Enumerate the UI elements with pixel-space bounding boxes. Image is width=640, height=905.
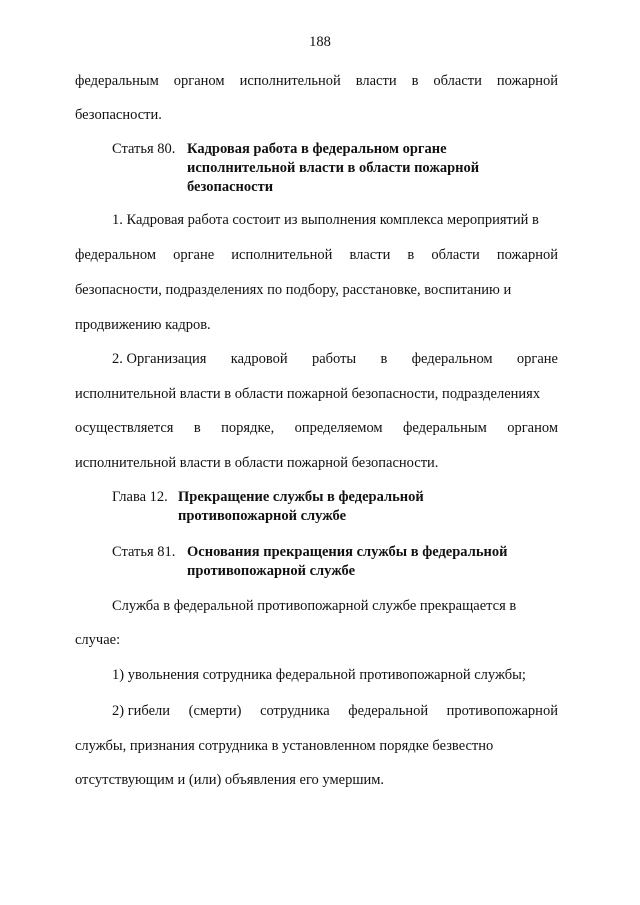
word: федеральной [348, 703, 429, 719]
article-81-title-line1: Основания прекращения службы в федеральной [187, 544, 508, 560]
item1-line1: 1. Кадровая работа состоит из выполнения комплекса мероприятий в [112, 212, 539, 228]
word: федеральным [75, 73, 159, 89]
item1-line3: безопасности, подразделениях по подбору, расстановке, воспитанию и [75, 282, 512, 298]
word: 2) гибели [112, 703, 171, 719]
word: (смерти) [188, 703, 242, 719]
word: органе [173, 247, 215, 263]
word: противопожарной [446, 703, 558, 719]
article-81-title-line2: противопожарной службе [187, 563, 356, 579]
chapter-12-title-line2: противопожарной службе [178, 508, 347, 524]
point1-line1: 1) увольнения сотрудника федеральной противопожарной службы; [112, 667, 526, 683]
item1-line2 [75, 246, 558, 264]
item2-line1 [112, 350, 558, 368]
word: пожарной [496, 73, 558, 89]
item2-line4: исполнительной власти в области пожарной безопасности. [75, 455, 439, 471]
word: пожарной [496, 247, 558, 263]
article-80-label: Статья 80. [112, 141, 176, 157]
word: власти [349, 247, 391, 263]
word: области [431, 247, 480, 263]
word: исполнительной [231, 247, 333, 263]
para1-line2: безопасности. [75, 107, 162, 123]
article-80-title-line3: безопасности [187, 179, 274, 195]
chapter-12-title-line1: Прекращение службы в федеральной [178, 489, 424, 505]
word: определяемом [294, 420, 383, 436]
word: федеральным [403, 420, 487, 436]
item2-line3 [75, 419, 558, 437]
item2-line2: исполнительной власти в области пожарной безопасности, подразделениях [75, 386, 541, 402]
article-80-title-line2: исполнительной власти в области пожарной [187, 160, 480, 176]
word: 2. Организация [112, 351, 207, 367]
word: области [433, 73, 482, 89]
point2-line1 [112, 702, 558, 720]
chapter-12-label: Глава 12. [112, 489, 168, 505]
service-para-line2: случае: [75, 632, 121, 648]
para1-line1 [75, 72, 558, 90]
word: в [380, 351, 388, 367]
word: органом [173, 73, 225, 89]
word: власти [355, 73, 397, 89]
service-para-line1: Служба в федеральной противопожарной службе прекращается в [112, 598, 517, 614]
word: органом [507, 420, 558, 436]
word: федеральном [411, 351, 493, 367]
page-number: 188 [309, 34, 331, 50]
word: федеральном [75, 247, 157, 263]
word: сотрудника [260, 703, 330, 719]
article-80-title-line1: Кадровая работа в федеральном органе [187, 141, 447, 157]
word: органе [516, 351, 558, 367]
article-81-label: Статья 81. [112, 544, 176, 560]
word: кадровой [230, 351, 288, 367]
item1-line4: продвижению кадров. [75, 317, 211, 333]
word: в [407, 247, 415, 263]
word: исполнительной [239, 73, 341, 89]
word: в [411, 73, 419, 89]
point2-line2: службы, признания сотрудника в установленном порядке безвестно [75, 738, 494, 754]
word: порядке, [221, 420, 275, 436]
word: осуществляется [75, 420, 174, 436]
point2-line3: отсутствующим и (или) объявления его умершим. [75, 772, 385, 788]
word: в [193, 420, 201, 436]
word: работы [311, 351, 357, 367]
